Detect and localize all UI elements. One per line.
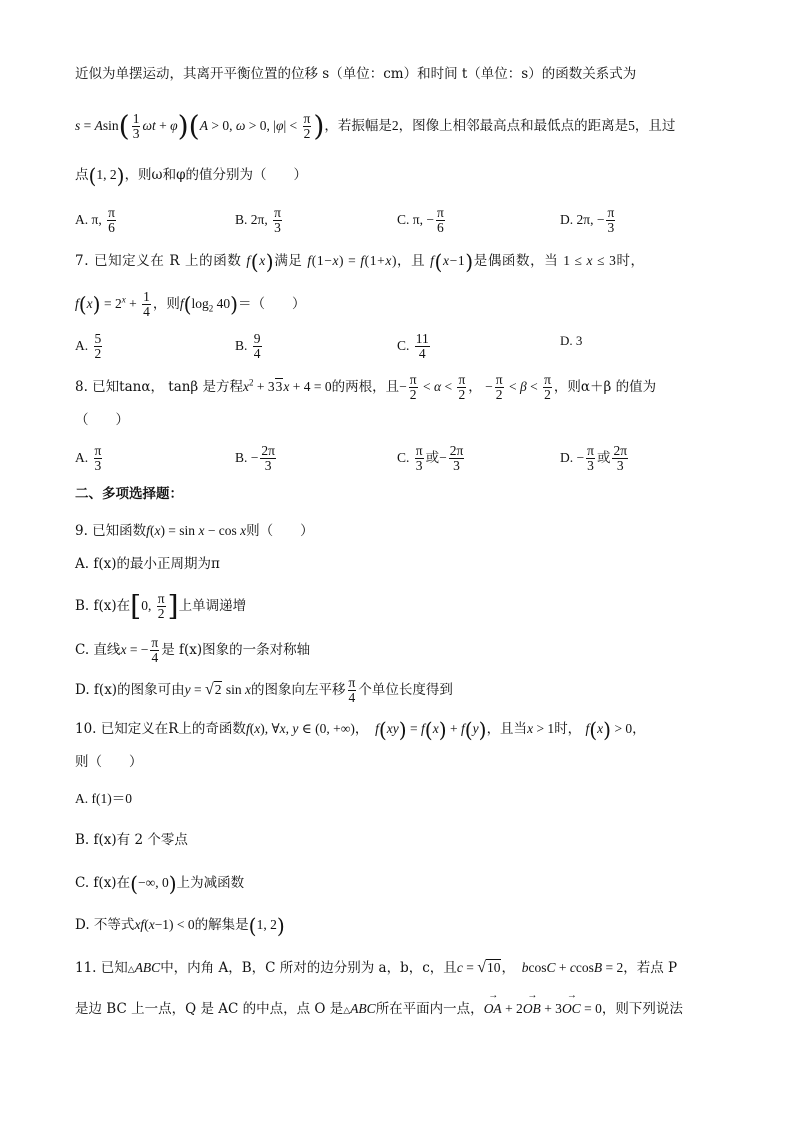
q6-option-c: C. π, − $\frac{\pi}{6}$ (397, 205, 444, 236)
q6-line3-after: ，则ω和φ的值分别为（ ） (124, 167, 308, 184)
q6-line2-text: ，若振幅是2，图像上相邻最高点和最低点的距离是5，且过 (324, 117, 676, 133)
q6-line3-before: 点 (75, 167, 89, 184)
q7-option-c: C. $\frac{11}{4}$ (397, 331, 429, 362)
q8-option-c: C. $\frac{\pi}{3}$ 或− $\frac{2\pi}{3}$ (397, 443, 464, 474)
q9-option-c: C. 直线x = − $\frac{\pi}{4}$ 是 f(x)图象的一条对称轴 (75, 635, 311, 666)
q11-line2: 是边 BC 上一点，Q 是 AC 的中点，点 O 是△ABC所在平面内一点，→ OA + 2→ OB + 3→ OC = 0，则下列说法 (75, 1002, 683, 1017)
q10-option-d: D. 不等式xf(x−1) < 0的解集是(1, 2) (75, 914, 285, 938)
q8-line1: 8. 已知tanα， tanβ 是方程$x^2 + 33x + 4 = 0$的两根，且− $\frac{\pi}{2}$ < α < $\frac{\pi}{2}$ ， − $\frac{\pi}{2}$ < β < $\frac{\pi}{2}$ ，则α＋β 的值为 (75, 372, 657, 403)
q6-line3: 点(1, 2)，则ω和φ的值分别为（ ） (75, 164, 308, 188)
q6-formula-line: s = Asin( $\frac{1}{3}$ ωt + φ)(A > 0, ω > 0, |φ| < $\frac{\pi}{2}$ )，若振幅是2，图像上相邻最高点和最低点的距离是5，且过 (75, 109, 676, 143)
q7-option-a: A. $\frac{5}{2}$ (75, 331, 102, 362)
q8-option-d: D. − $\frac{\pi}{3}$ 或 $\frac{2\pi}{3}$ (560, 443, 628, 474)
q7-line2: $f(x) = 2^x$ + $\frac{1}{4}$ ，则$f(\log_2$ 40)＝（ ） (75, 289, 306, 320)
q10-option-c: C. f(x)在(−∞, 0)上为减函数 (75, 872, 245, 896)
q7-option-b: B. $\frac{9}{4}$ (235, 331, 261, 362)
section-heading: 二、多项选择题： (75, 486, 183, 502)
q6-line1: 近似为单摆运动，其离开平衡位置的位移 s（单位：cm）和时间 t（单位：s）的函数关系式为 (75, 66, 637, 82)
q7-line1: 7. 已知定义在 R 上的函数 f(x)满足 f(1−x) = f(1+x)，且 f(x−1)是偶函数，当 1 ≤ x ≤ 3时， (75, 250, 645, 274)
q10-line2: 则（ ） (75, 754, 143, 770)
q9-stem: 9. 已知函数f(x) = sin x − cos x则（ ） (75, 523, 314, 539)
q10-option-b: B. f(x)有 2 个零点 (75, 832, 188, 848)
q10-stem: 10. 已知定义在R上的奇函数f(x), ∀x, y ∈ (0, +∞)， f(xy) = f(x) + f(y)，且当x > 1时， f(x) > 0， (75, 718, 646, 742)
q9-option-d: D. f(x)的图象可由y = √2 sin x的图象向左平移 $\frac{\pi}{4}$ 个单位长度得到 (75, 675, 453, 706)
q10-option-a: A. f(1)＝0 (75, 791, 132, 806)
q8-option-b: B. − $\frac{2\pi}{3}$ (235, 443, 275, 474)
q8-line2: （ ） (75, 412, 129, 428)
q11-line1: 11. 已知△ABC中，内角 A，B，C 所对的边分别为 a，b，c，且c = √10， bcosC + ccosB = 2，若点 P (75, 959, 678, 976)
q6-option-d: D. 2π, − $\frac{\pi}{3}$ (560, 205, 615, 236)
q7-option-d: D. 3 (560, 333, 583, 348)
q6-option-b: B. 2π, $\frac{\pi}{3}$ (235, 205, 281, 236)
q9-option-b: B. f(x)在[0, $\frac{\pi}{2}$ ]上单调递增 (75, 589, 247, 623)
q6-option-a: A. π, $\frac{\pi}{6}$ (75, 205, 115, 236)
q8-option-a: A. $\frac{\pi}{3}$ (75, 443, 102, 474)
q9-option-a: A. f(x)的最小正周期为π (75, 556, 220, 572)
